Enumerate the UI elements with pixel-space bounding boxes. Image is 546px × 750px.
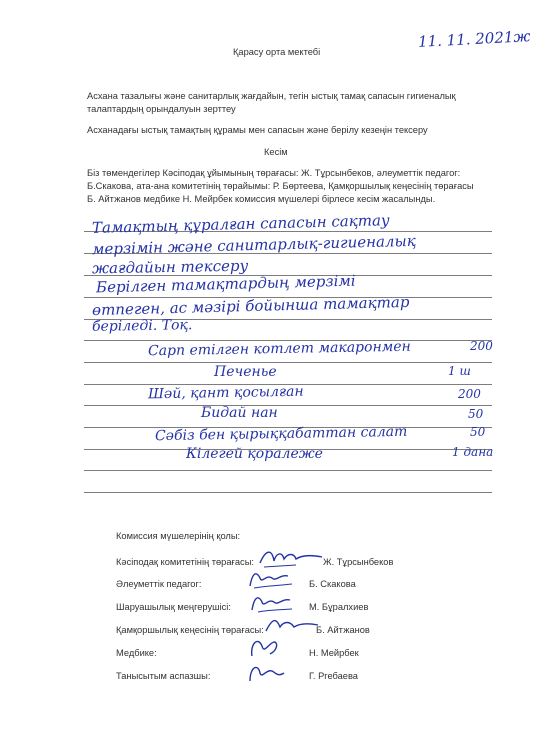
menu-item-qty: 200 (458, 387, 481, 401)
signatory-role: Медбике: (116, 648, 157, 658)
signatory-name: Б. Айтжанов (316, 625, 370, 635)
signatory-role: Қамқоршылық кеңесінің төрағасы: (116, 625, 264, 635)
body-line-2: Б.Скакова, ата-ана комитетінің төрайымы: Р. Бөртеева, Қамқоршылық кеңесінің төрағасы (87, 181, 474, 191)
menu-item-name: Шәй, қант қосылған (147, 383, 304, 403)
menu-item-qty: 50 (468, 407, 484, 421)
signatory-name: Г. Ргебаева (309, 671, 358, 681)
body-line-1: Біз төмендегілер Кәсіподақ ұйымының төрағасы: Ж. Тұрсынбеков, әлеуметтік педагог: (87, 168, 461, 178)
handwritten-line-2: мерзімін және санитарлық-гигиеналық (91, 231, 416, 259)
signature-mark (244, 634, 284, 662)
document-title: Кесім (264, 147, 288, 157)
menu-item-name: Кілегей қоралеже (186, 446, 323, 462)
handwritten-line-4: Берілген тамақтардың мерзімі (95, 271, 356, 297)
handwritten-line-5: өтпеген, ас мәзірі бойынша тамақтар (91, 292, 410, 320)
signatures-header: Комиссия мүшелерінің қолы: (116, 531, 241, 541)
menu-item-name: Печенье (214, 364, 277, 380)
ruled-line (84, 362, 492, 363)
signatory-name: М. Бұралхиев (309, 602, 369, 612)
signatory-name: Б. Скакова (309, 579, 356, 589)
signatory-role: Шаруашылық меңгерушісі: (116, 602, 231, 612)
menu-item-name: Сәбіз бен қырыққабаттан салат (154, 423, 408, 445)
signatory-role: Кәсіподақ комитетінің төрағасы: (116, 557, 254, 567)
signatory-role: Танысытым аспазшы: (116, 671, 211, 681)
menu-item-qty: 1 дана (452, 445, 494, 459)
signature-mark (244, 566, 300, 592)
subject-line-2: талаптардың орындалуын зерттеу (87, 104, 236, 114)
body-line-3: Б. Айтжанов медбике Н. Мейрбек комиссия мүшелері бірлесе кесім жасалынды. (87, 194, 436, 204)
ruled-line (84, 470, 492, 471)
handwritten-line-3: жағдайын тексеру (91, 256, 249, 278)
menu-item-qty: 50 (470, 425, 486, 439)
menu-item-name: Сарп етілген котлет макаронмен (147, 338, 411, 360)
signatory-name: Ж. Тұрсынбеков (323, 557, 394, 567)
menu-item-qty: 200 (470, 339, 493, 353)
menu-item-qty: 1 ш (448, 364, 471, 378)
school-name: Қарасу орта мектебі (233, 47, 321, 57)
subtitle: Асханадағы ыстық тамақтың құрамы мен сапасын және берілу кезеңін тексеру (87, 125, 428, 135)
ruled-line (84, 405, 492, 406)
handwritten-line-1: Тамақтың құралған сапасын сақтау (91, 211, 390, 237)
ruled-line (84, 492, 492, 493)
menu-item-name: Бидай нан (201, 405, 278, 421)
subject-line-1: Асхана тазалығы және санитарлық жағдайын, тегін ыстық тамақ сапасын гигиеналық (87, 91, 456, 101)
handwritten-date: 11. 11. 2021ж (417, 27, 531, 51)
handwritten-line-6: беріледі. Тоқ. (91, 317, 193, 335)
signatory-name: Н. Мейрбек (309, 648, 359, 658)
signature-mark (244, 659, 288, 687)
signatory-role: Әлеуметтік педагог: (116, 579, 202, 589)
